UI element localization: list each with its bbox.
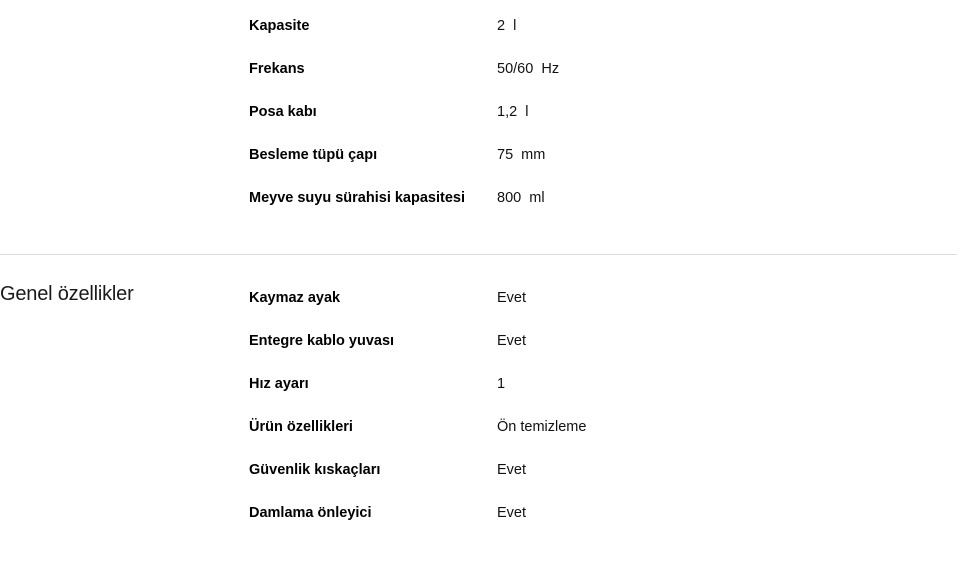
spec-row-pulp-container	[249, 102, 849, 122]
spec-label: Güvenlik kıskaçları	[249, 462, 381, 478]
spec-label: Hız ayarı	[249, 376, 309, 392]
spec-value: 1	[497, 376, 506, 392]
spec-value: Evet	[497, 505, 527, 521]
spec-value: Evet	[497, 333, 527, 349]
spec-row-drip-stop	[249, 503, 849, 523]
spec-row-product-features	[249, 417, 849, 437]
spec-label: Besleme tüpü çapı	[249, 147, 378, 163]
spec-label: Kaymaz ayak	[249, 290, 341, 306]
spec-label: Frekans	[249, 61, 305, 77]
spec-label: Meyve suyu sürahisi kapasitesi	[249, 190, 465, 206]
spec-value: Evet	[497, 462, 527, 478]
spec-value: 50/60 Hz	[497, 61, 560, 77]
spec-label: Damlama önleyici	[249, 505, 372, 521]
spec-label: Posa kabı	[249, 104, 317, 120]
spec-label: Kapasite	[249, 18, 310, 34]
section-divider	[0, 254, 957, 255]
spec-label: Ürün özellikleri	[249, 419, 353, 435]
section-title: Genel özellikler	[0, 283, 134, 305]
spec-row-safety-clips	[249, 460, 849, 480]
spec-row-capacity	[249, 16, 849, 36]
spec-value: Evet	[497, 290, 527, 306]
spec-value: Ön temizleme	[497, 419, 587, 435]
spec-value: 2 l	[497, 18, 517, 34]
spec-row-feed-tube-diameter	[249, 145, 849, 165]
spec-label: Entegre kablo yuvası	[249, 333, 395, 349]
spec-row-non-slip-feet	[249, 288, 849, 308]
spec-row-cord-storage	[249, 331, 849, 351]
spec-value: 1,2 l	[497, 104, 529, 120]
spec-value: 800 ml	[497, 190, 545, 206]
spec-row-frequency	[249, 59, 849, 79]
spec-value: 75 mm	[497, 147, 546, 163]
spec-row-speed-setting	[249, 374, 849, 394]
spec-row-juice-jug-capacity	[249, 188, 849, 208]
